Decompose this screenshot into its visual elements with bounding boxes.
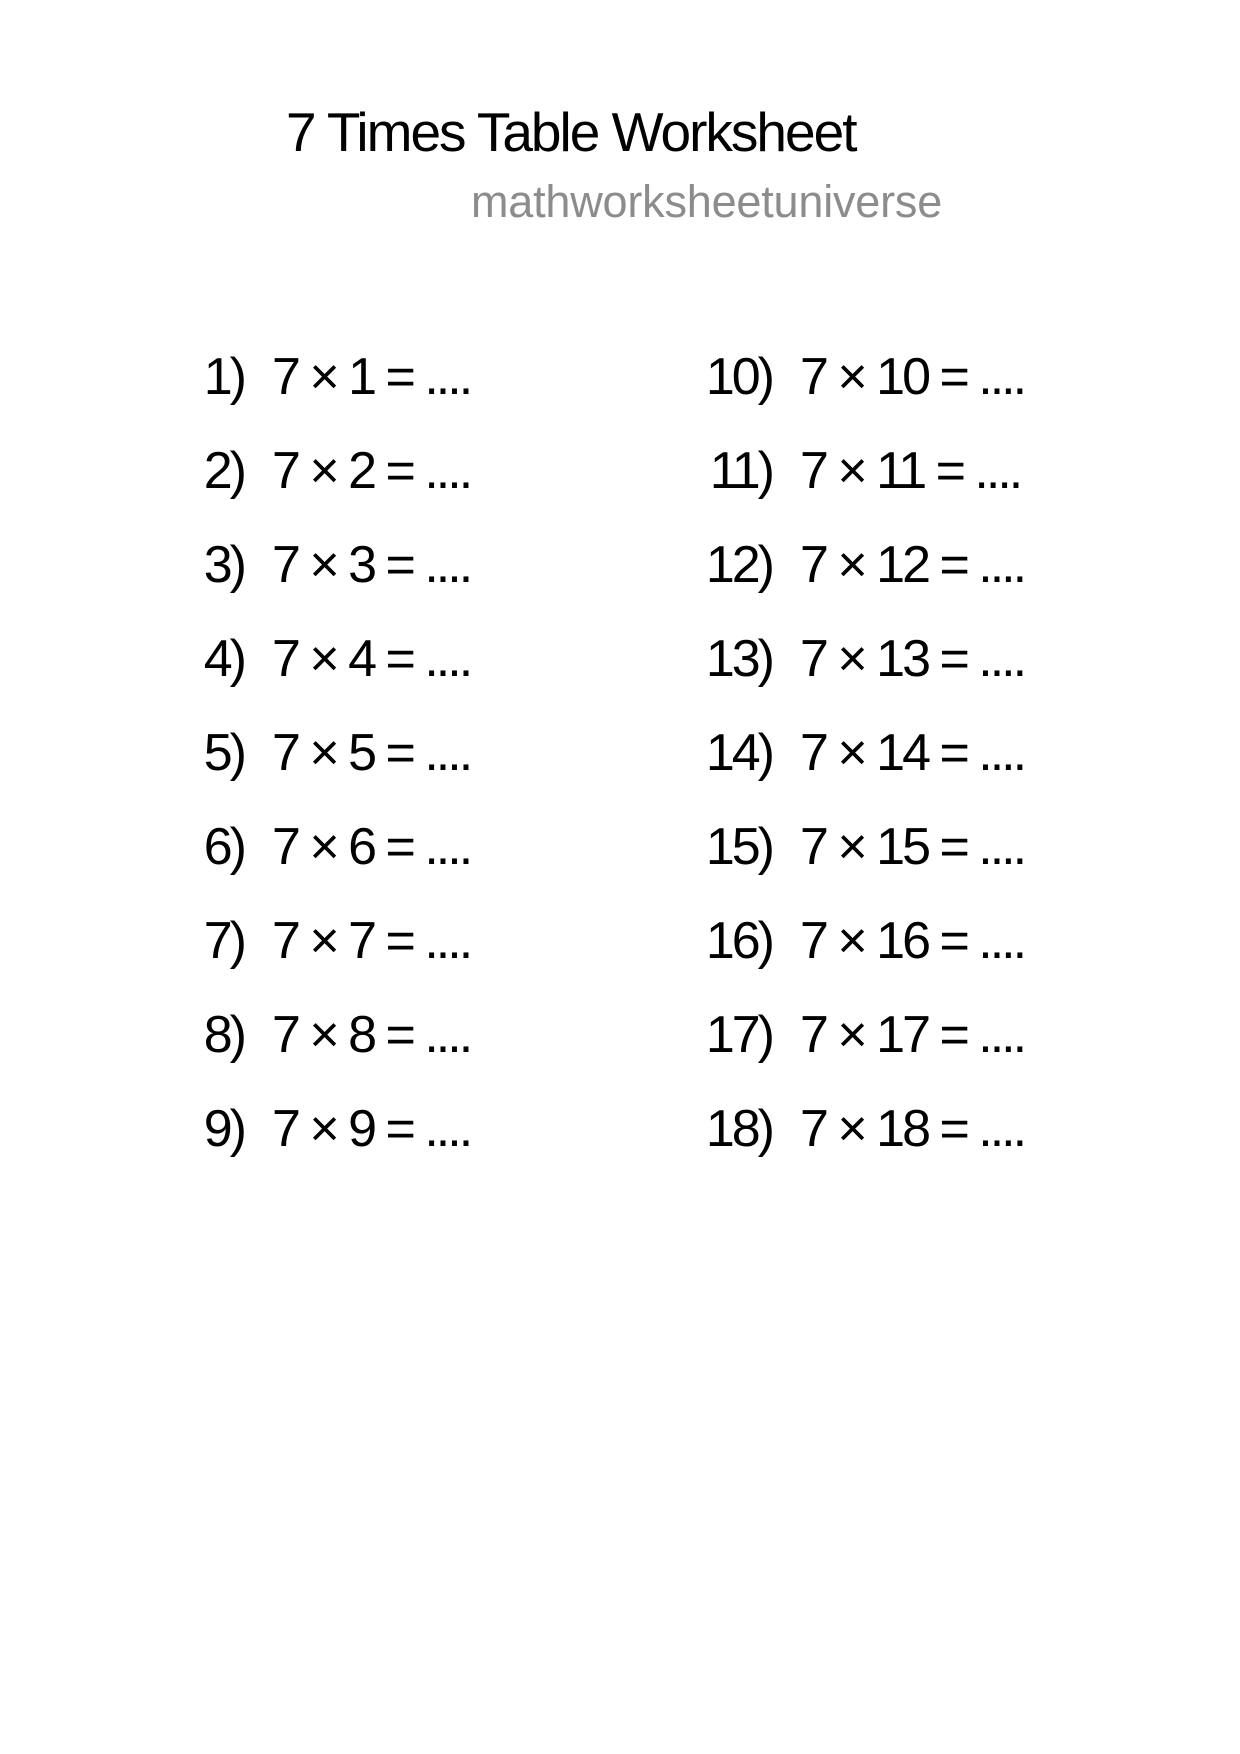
problem-expression: 7 × 10 = .... xyxy=(800,348,1025,406)
problem-number: 3) xyxy=(203,536,244,594)
problems-column-left xyxy=(198,347,470,1159)
problem-number: 16) xyxy=(705,912,772,970)
problem-row xyxy=(198,1099,470,1159)
problem-expression: 7 × 3 = .... xyxy=(272,536,471,594)
problem-row xyxy=(198,817,470,877)
problem-number: 1) xyxy=(203,348,244,406)
problem-expression: 7 × 4 = .... xyxy=(272,630,471,688)
problem-row xyxy=(696,817,1024,877)
problem-expression: 7 × 18 = .... xyxy=(800,1100,1025,1158)
problem-row xyxy=(198,723,470,783)
problem-expression: 7 × 6 = .... xyxy=(272,818,471,876)
problem-number: 2) xyxy=(203,442,244,500)
problem-expression: 7 × 7 = .... xyxy=(272,912,471,970)
problem-row xyxy=(198,441,470,501)
problem-number: 18) xyxy=(705,1100,772,1158)
problem-number: 7) xyxy=(203,912,244,970)
problem-expression: 7 × 17 = .... xyxy=(800,1006,1025,1064)
problem-row xyxy=(696,347,1024,407)
problem-number: 8) xyxy=(203,1006,244,1064)
problem-number: 6) xyxy=(203,818,244,876)
problem-number: 13) xyxy=(705,630,772,688)
problem-expression: 7 × 12 = .... xyxy=(800,536,1025,594)
page-title: 7 Times Table Worksheet xyxy=(286,101,856,163)
problem-number: 4) xyxy=(203,630,244,688)
problem-expression: 7 × 9 = .... xyxy=(272,1100,471,1158)
problem-number: 10) xyxy=(705,348,772,406)
problem-number: 17) xyxy=(705,1006,772,1064)
problem-row xyxy=(198,1005,470,1065)
problem-number: 9) xyxy=(203,1100,244,1158)
problem-expression: 7 × 5 = .... xyxy=(272,724,471,782)
problem-row xyxy=(696,1099,1024,1159)
problem-expression: 7 × 11 = .... xyxy=(800,442,1021,500)
problem-row xyxy=(696,911,1024,971)
problem-number: 15) xyxy=(705,818,772,876)
problem-row xyxy=(696,535,1024,595)
problem-number: 11) xyxy=(709,442,772,500)
problem-number: 5) xyxy=(203,724,244,782)
problem-expression: 7 × 16 = .... xyxy=(800,912,1025,970)
problem-expression: 7 × 14 = .... xyxy=(800,724,1025,782)
problem-row xyxy=(696,629,1024,689)
problem-expression: 7 × 15 = .... xyxy=(800,818,1025,876)
problems-column-right xyxy=(696,347,1024,1159)
site-watermark: mathworksheetuniverse xyxy=(471,176,943,227)
problem-expression: 7 × 2 = .... xyxy=(272,442,471,500)
problem-row xyxy=(696,1005,1024,1065)
problem-row xyxy=(198,629,470,689)
problem-expression: 7 × 13 = .... xyxy=(800,630,1025,688)
problem-row xyxy=(198,535,470,595)
problem-number: 12) xyxy=(705,536,772,594)
problem-number: 14) xyxy=(705,724,772,782)
problem-expression: 7 × 1 = .... xyxy=(272,348,471,406)
problem-expression: 7 × 8 = .... xyxy=(272,1006,471,1064)
problem-row xyxy=(696,441,1024,501)
problem-row xyxy=(696,723,1024,783)
problem-row xyxy=(198,911,470,971)
problem-row xyxy=(198,347,470,407)
